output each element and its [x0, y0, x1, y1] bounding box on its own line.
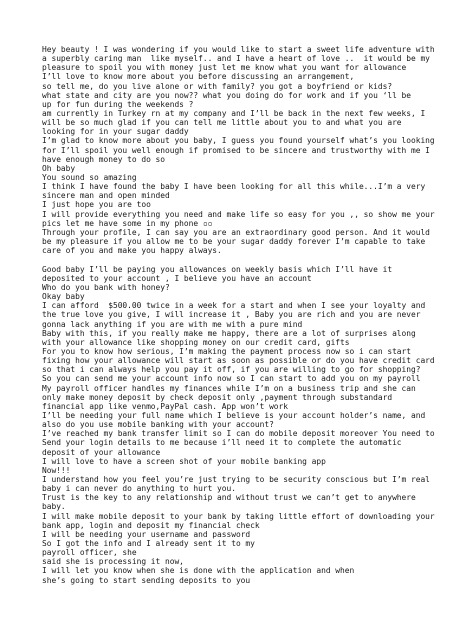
text-line: My payroll officer handles my finances while I’m on a business trip and she can [42, 383, 416, 393]
paragraph-gap [42, 255, 464, 265]
text-line: have enough money to do so [42, 154, 165, 164]
text-line: looking for in your sugar daddy [42, 127, 189, 137]
text-line: am currently in Turkey rn at my company and I’ll be back in the next few weeks, I [42, 108, 426, 118]
text-line: Who do you bank with honey? [42, 283, 170, 293]
text-line: So you can send me your account info now so I can start to add you on my payroll [42, 374, 421, 384]
text-line: I will make mobile deposit to your bank by taking little effort of downloading your [42, 511, 435, 521]
text-line: sincere man and open minded [42, 191, 170, 201]
text-line: So I got the info and I already sent it to my [42, 538, 255, 548]
text-line: for I’ll spoil you well enough if promised to be sincere and trustworthy with me I [42, 145, 430, 155]
text-line: she’s going to start sending deposits to you [42, 575, 251, 585]
text-line: Through your profile, I can say you are an extraordinary good person. And it would [42, 227, 430, 237]
text-line: Trust is the key to any relationship and without trust we can’t get to anywhere [42, 493, 416, 503]
text-line: I’ll love to know more about you before discussing an arrangement, [42, 72, 355, 82]
text-line: baby i can never do anything to hurt you. [42, 484, 236, 494]
text-line: the true love you give, I will increase it , Baby you are rich and you are never [42, 310, 421, 320]
text-line: I will love to have a screen shot of your mobile banking app [42, 456, 326, 466]
text-line: a superbly caring man like myself.. and I have a heart of love .. it would be my [42, 54, 430, 64]
text-line: what state and city are you now?? what you doing do for work and if you ‘ll be [42, 90, 411, 100]
text-line: so tell me, do you live alone or with family? you got a boyfriend or kids? [42, 81, 393, 91]
text-line: deposit of your allowance [42, 447, 161, 457]
text-line: care of you and make you happy always. [42, 246, 222, 256]
message-block-2 [42, 265, 464, 585]
text-line: fixing how your allowance will start as soon as possible or do you have credit card [42, 356, 435, 366]
text-line: so that i can always help you pay it off, if you are willing to go for shopping? [42, 365, 421, 375]
text-line: said she is processing it now, [42, 557, 184, 567]
text-line: Send your login details to me because i’ll need it to complete the automatic [42, 438, 402, 448]
text-line: gonna lack anything if you are with me with a pure mind [42, 319, 303, 329]
text-line: I will be needing your username and password [42, 529, 251, 539]
text-line: Baby with this, if you really make me happy, there are a lot of surprises along [42, 328, 416, 338]
text-line: also do you use mobile banking with your account? [42, 420, 274, 430]
text-line: I’ve reached my bank transfer limit so I can do mobile deposit moreover You need to [42, 429, 435, 439]
text-line: Good baby I’ll be paying you allowances on weekly basis which I’ll have it [42, 264, 393, 274]
text-line: with your allowance like shopping money on our credit card, gifts [42, 337, 350, 347]
text-line: I think I have found the baby I have been looking for all this while...I’m a very [42, 182, 426, 192]
text-line: I will provide everything you need and make life so easy for you ,, so show me your [42, 209, 435, 219]
text-line: Hey beauty ! I was wondering if you would like to start a sweet life adventure with [42, 45, 435, 54]
text-line: Oh baby [42, 163, 76, 173]
text-line: I can afford $500.00 twice in a week for a start and when I see your loyalty and [42, 301, 426, 311]
text-line: payroll officer, she [42, 548, 137, 558]
text-line: financial app like venmo,PayPal cash. App won’t work [42, 401, 288, 411]
text-line: deposited to your account , I believe you have an account [42, 273, 312, 283]
text-line: bank app, login and deposit my financial check [42, 520, 260, 530]
text-line: I understand how you feel you’re just trying to be security conscious but I’m real [42, 474, 430, 484]
text-line: up for fun during the weekends ? [42, 99, 194, 109]
text-line: Okay baby [42, 292, 85, 302]
text-line: baby. [42, 502, 66, 512]
text-line: pics let me have some in my phone ▫▫ [42, 218, 213, 228]
message-block-1 [42, 45, 464, 255]
text-line: Now!!! [42, 465, 71, 475]
text-line: I just hope you are too [42, 200, 151, 210]
text-line: only make money deposit by check deposit only ,payment through substandard [42, 392, 393, 402]
text-line: For you to know how serious, I’m making the payment process now so i can start [42, 347, 411, 356]
text-line: You sound so amazing [42, 172, 137, 182]
text-line: I’ll be needing your full name which I believe is your account holder’s name, and [42, 410, 426, 420]
text-line: will be so much glad if you can tell me little about you to and what you are [42, 118, 402, 128]
text-line: be my pleasure if you allow me to be your sugar daddy forever I’m capable to take [42, 236, 426, 246]
text-line: pleasure to spoil you with money just let me know what you want for allowance [42, 63, 407, 73]
text-line: I’m glad to know more about you baby, I guess you found yourself what’s you looking [42, 136, 435, 146]
text-line: I will let you know when she is done with the application and when [42, 566, 355, 576]
